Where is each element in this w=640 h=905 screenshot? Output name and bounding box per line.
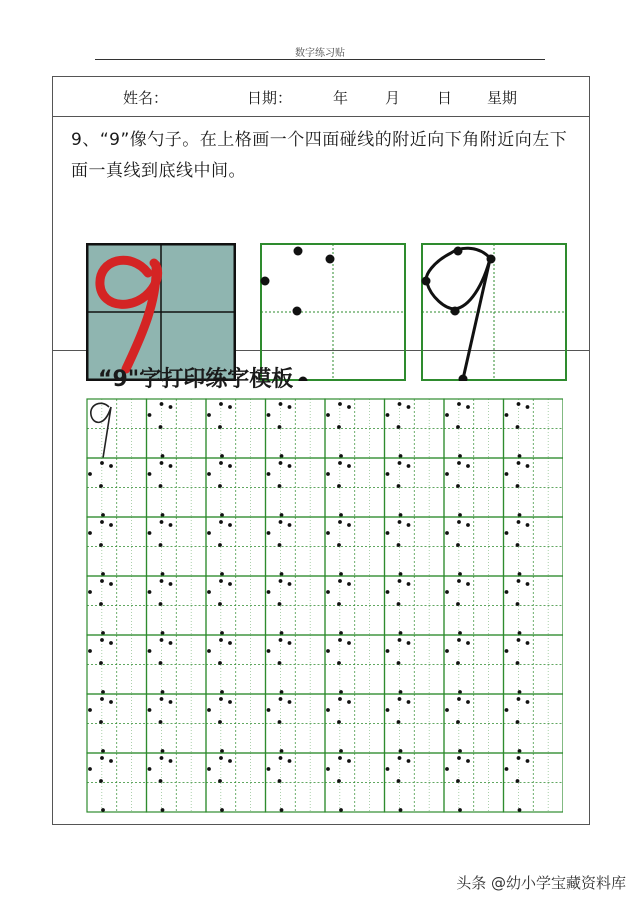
guide-dot	[160, 461, 164, 465]
guide-dot	[516, 484, 520, 488]
guide-dot	[458, 749, 462, 753]
guide-dot	[505, 413, 509, 417]
guide-dot	[326, 767, 330, 771]
guide-dot	[347, 759, 351, 763]
guide-dot	[407, 641, 411, 645]
guide-dot	[326, 472, 330, 476]
guide-dot	[445, 413, 449, 417]
guide-dot	[169, 405, 173, 409]
guide-dot	[88, 590, 92, 594]
guide-dot	[161, 454, 165, 458]
guide-dot	[326, 413, 330, 417]
guide-dot	[280, 749, 284, 753]
guide-dot	[160, 697, 164, 701]
guide-dot	[279, 520, 283, 524]
guide-dot	[267, 767, 271, 771]
guide-dot	[278, 425, 282, 429]
guide-dot	[228, 759, 232, 763]
guide-dot	[326, 531, 330, 535]
student-info-row	[53, 77, 589, 117]
guide-dot	[505, 590, 509, 594]
guide-dot	[267, 590, 271, 594]
guide-dot	[505, 708, 509, 712]
guide-dot	[288, 582, 292, 586]
guide-dot	[218, 661, 222, 665]
guide-dot	[161, 631, 165, 635]
guide-dot	[407, 405, 411, 409]
guide-dot	[466, 700, 470, 704]
guide-dot	[169, 641, 173, 645]
guide-dot	[100, 756, 104, 760]
worksheet	[52, 76, 590, 825]
guide-dot	[279, 756, 283, 760]
guide-dot	[407, 582, 411, 586]
guide-dot	[518, 749, 522, 753]
guide-dot	[458, 572, 462, 576]
guide-dot	[398, 697, 402, 701]
guide-dot	[228, 700, 232, 704]
guide-dot	[109, 464, 113, 468]
guide-dot	[398, 579, 402, 583]
guide-dot	[109, 700, 113, 704]
guide-dot	[220, 808, 224, 812]
guide-dot	[288, 464, 292, 468]
guide-dot	[219, 579, 223, 583]
guide-dot	[169, 759, 173, 763]
guide-dot	[397, 484, 401, 488]
guide-dot	[407, 464, 411, 468]
guide-dot	[220, 690, 224, 694]
guide-dot	[399, 808, 403, 812]
guide-dot	[169, 464, 173, 468]
guide-dot	[456, 720, 460, 724]
guide-dot	[88, 767, 92, 771]
guide-dot	[100, 638, 104, 642]
guide-dot	[109, 582, 113, 586]
guide-dot	[337, 720, 341, 724]
guide-dot	[339, 749, 343, 753]
guide-dot	[399, 749, 403, 753]
guide-dot	[207, 531, 211, 535]
guide-dot	[457, 520, 461, 524]
guide-dot	[445, 767, 449, 771]
guide-dot	[207, 649, 211, 653]
guide-dot	[218, 602, 222, 606]
guide-dot	[219, 638, 223, 642]
guide-dot	[458, 454, 462, 458]
guide-dot	[99, 602, 103, 606]
guide-dot	[159, 602, 163, 606]
guide-dot	[517, 402, 521, 406]
guide-dot	[516, 602, 520, 606]
guide-dot	[407, 523, 411, 527]
guide-dot	[347, 641, 351, 645]
guide-dot	[267, 413, 271, 417]
guide-dot	[337, 661, 341, 665]
demo-outlined-nine	[421, 243, 571, 381]
guide-dot	[280, 513, 284, 517]
guide-dot	[219, 402, 223, 406]
guide-dot	[101, 808, 105, 812]
guide-dot	[399, 454, 403, 458]
guide-dot	[456, 779, 460, 783]
guide-dot	[386, 472, 390, 476]
name-label: 姓名：	[123, 89, 169, 107]
guide-dot	[505, 472, 509, 476]
guide-dot	[347, 405, 351, 409]
guide-dot	[397, 425, 401, 429]
guide-dot	[399, 513, 403, 517]
guide-dot	[458, 513, 462, 517]
guide-dot	[518, 808, 522, 812]
guide-dot	[516, 779, 520, 783]
guide-dot	[458, 808, 462, 812]
guide-dot	[169, 523, 173, 527]
demo-red-nine	[86, 243, 236, 381]
guide-dot	[278, 779, 282, 783]
guide-dot	[148, 472, 152, 476]
guide-dot	[99, 720, 103, 724]
guide-dot	[88, 472, 92, 476]
guide-dot	[159, 543, 163, 547]
guide-dot	[386, 649, 390, 653]
guide-dot	[279, 579, 283, 583]
guide-dot	[337, 425, 341, 429]
guide-dot	[219, 756, 223, 760]
guide-dot	[505, 531, 509, 535]
guide-dot	[169, 582, 173, 586]
guide-dot	[220, 513, 224, 517]
guide-dot	[169, 700, 173, 704]
guide-dot	[100, 461, 104, 465]
guide-dot	[220, 572, 224, 576]
guide-dot	[228, 464, 232, 468]
guide-dot	[456, 484, 460, 488]
guide-dot	[526, 582, 530, 586]
guide-dot	[505, 649, 509, 653]
guide-dot	[339, 513, 343, 517]
guide-dot	[101, 690, 105, 694]
guide-dot	[278, 484, 282, 488]
guide-dot	[337, 779, 341, 783]
guide-dot	[337, 484, 341, 488]
guide-dot	[338, 638, 342, 642]
guide-dot	[398, 402, 402, 406]
guide-dot	[88, 531, 92, 535]
guide-dot	[386, 767, 390, 771]
guide-dot	[280, 690, 284, 694]
guide-dot	[445, 590, 449, 594]
guide-dot	[267, 472, 271, 476]
guide-dot	[218, 484, 222, 488]
guide-dot	[159, 425, 163, 429]
guide-dot	[220, 454, 224, 458]
guide-dot	[207, 708, 211, 712]
guide-dot	[159, 661, 163, 665]
guide-dot	[160, 579, 164, 583]
guide-dot	[466, 582, 470, 586]
guide-dot	[526, 759, 530, 763]
guide-dot	[386, 531, 390, 535]
guide-dot	[160, 402, 164, 406]
guide-dot	[516, 720, 520, 724]
guide-dot	[207, 472, 211, 476]
guide-dot	[399, 631, 403, 635]
guide-dot	[458, 631, 462, 635]
guide-dot	[398, 520, 402, 524]
guide-dot	[100, 697, 104, 701]
guide-dot	[466, 523, 470, 527]
instruction-section	[53, 117, 589, 351]
guide-dot	[148, 649, 152, 653]
guide-dot	[219, 697, 223, 701]
guide-dot	[347, 700, 351, 704]
guide-dot	[337, 602, 341, 606]
guide-dot	[347, 523, 351, 527]
demo-dot-guide	[260, 243, 410, 381]
guide-dot	[207, 413, 211, 417]
guide-dot	[407, 759, 411, 763]
guide-dot	[397, 602, 401, 606]
guide-dot	[517, 461, 521, 465]
guide-dot	[279, 461, 283, 465]
guide-dot	[398, 461, 402, 465]
weekday-label: 星期	[487, 89, 518, 107]
guide-dot	[445, 649, 449, 653]
guide-dot	[347, 464, 351, 468]
guide-dot	[207, 767, 211, 771]
guide-dot	[526, 523, 530, 527]
guide-dot	[338, 579, 342, 583]
guide-dot	[386, 708, 390, 712]
guide-dot	[228, 405, 232, 409]
guide-dot	[457, 756, 461, 760]
guide-dot	[456, 661, 460, 665]
guide-dot	[526, 464, 530, 468]
guide-dot	[267, 531, 271, 535]
guide-dot	[338, 402, 342, 406]
instruction-text: 9、“9”像勺子。在上格画一个四面碰线的附近向下角附近向左下面一真线到底线中间。	[71, 130, 568, 181]
day-label: 日	[437, 89, 453, 107]
guide-dot	[218, 720, 222, 724]
guide-dot	[278, 720, 282, 724]
guide-dot	[397, 661, 401, 665]
guide-dot	[326, 590, 330, 594]
guide-dot	[339, 690, 343, 694]
guide-dot	[517, 638, 521, 642]
guide-dot	[407, 700, 411, 704]
guide-dot	[456, 425, 460, 429]
guide-dot	[278, 543, 282, 547]
guide-dot	[99, 661, 103, 665]
year-label: 年	[333, 89, 349, 107]
guide-dot	[347, 582, 351, 586]
guide-dot	[457, 579, 461, 583]
guide-dot	[99, 484, 103, 488]
guide-dot	[219, 520, 223, 524]
guide-dot	[456, 602, 460, 606]
guide-dot	[279, 697, 283, 701]
guide-dot	[445, 708, 449, 712]
guide-dot	[386, 413, 390, 417]
guide-dot	[101, 513, 105, 517]
guide-dot	[517, 697, 521, 701]
guide-dot	[516, 543, 520, 547]
guide-dot	[397, 779, 401, 783]
guide-dot	[159, 779, 163, 783]
guide-dot	[109, 641, 113, 645]
guide-dot	[148, 590, 152, 594]
guide-dot	[457, 461, 461, 465]
guide-dot	[397, 720, 401, 724]
guide-dot	[466, 405, 470, 409]
guide-dot	[339, 572, 343, 576]
guide-dot	[288, 700, 292, 704]
guide-dot	[160, 520, 164, 524]
guide-dot	[456, 543, 460, 547]
guide-dot	[518, 513, 522, 517]
guide-dot	[148, 413, 152, 417]
guide-dot	[288, 759, 292, 763]
guide-dot	[219, 461, 223, 465]
guide-dot	[338, 461, 342, 465]
guide-dot	[398, 638, 402, 642]
guide-dot	[278, 661, 282, 665]
guide-dot	[228, 641, 232, 645]
guide-dot	[288, 405, 292, 409]
guide-dot	[100, 579, 104, 583]
guide-dot	[279, 402, 283, 406]
guide-dot	[88, 708, 92, 712]
guide-dot	[109, 523, 113, 527]
guide-dot	[101, 631, 105, 635]
guide-dot	[267, 649, 271, 653]
guide-dot	[398, 756, 402, 760]
guide-dot	[457, 697, 461, 701]
guide-dot	[338, 756, 342, 760]
guide-dot	[466, 641, 470, 645]
guide-dot	[466, 464, 470, 468]
guide-dot	[445, 472, 449, 476]
guide-dot	[397, 543, 401, 547]
guide-dot	[386, 590, 390, 594]
header-rule	[95, 59, 545, 60]
guide-dot	[526, 641, 530, 645]
guide-dot	[399, 690, 403, 694]
guide-dot	[99, 779, 103, 783]
guide-dot	[326, 649, 330, 653]
guide-dot	[280, 454, 284, 458]
guide-dot	[445, 531, 449, 535]
guide-dot	[109, 759, 113, 763]
guide-dot	[337, 543, 341, 547]
guide-dot	[339, 808, 343, 812]
guide-dot	[218, 543, 222, 547]
guide-dot	[338, 520, 342, 524]
guide-dot	[280, 808, 284, 812]
guide-dot	[339, 631, 343, 635]
guide-dot	[517, 520, 521, 524]
guide-dot	[101, 749, 105, 753]
guide-dot	[518, 454, 522, 458]
guide-dot	[220, 631, 224, 635]
footer-watermark: 头条 @幼小学宝藏资料库	[456, 874, 626, 892]
guide-dot	[88, 649, 92, 653]
guide-dot	[161, 572, 165, 576]
guide-dot	[505, 767, 509, 771]
guide-dot	[220, 749, 224, 753]
guide-dot	[101, 572, 105, 576]
guide-dot	[100, 520, 104, 524]
guide-dot	[99, 543, 103, 547]
guide-dot	[148, 531, 152, 535]
guide-dot	[218, 779, 222, 783]
guide-dot	[279, 638, 283, 642]
guide-dot	[148, 708, 152, 712]
guide-dot	[280, 631, 284, 635]
guide-dot	[288, 523, 292, 527]
guide-dot	[399, 572, 403, 576]
guide-dot	[457, 402, 461, 406]
guide-dot	[516, 425, 520, 429]
guide-dot	[218, 425, 222, 429]
guide-dot	[161, 513, 165, 517]
guide-dot	[458, 690, 462, 694]
template-title: “9"字打印练字模板	[98, 367, 294, 392]
guide-dot	[280, 572, 284, 576]
guide-dot	[148, 767, 152, 771]
guide-dot	[457, 638, 461, 642]
guide-dot	[288, 641, 292, 645]
guide-dot	[278, 602, 282, 606]
guide-dot	[516, 661, 520, 665]
guide-dot	[526, 405, 530, 409]
guide-dot	[518, 572, 522, 576]
guide-dot	[466, 759, 470, 763]
guide-dot	[159, 484, 163, 488]
guide-dot	[161, 808, 165, 812]
guide-dot	[517, 756, 521, 760]
guide-dot	[160, 638, 164, 642]
guide-dot	[160, 756, 164, 760]
guide-dot	[228, 523, 232, 527]
date-label: 日期：	[247, 89, 293, 107]
guide-dot	[161, 690, 165, 694]
guide-dot	[267, 708, 271, 712]
practice-grid	[83, 397, 563, 817]
guide-dot	[228, 582, 232, 586]
guide-dot	[338, 697, 342, 701]
guide-dot	[526, 700, 530, 704]
document-header-title: 数字练习贴	[295, 48, 345, 59]
guide-dot	[339, 454, 343, 458]
guide-dot	[518, 690, 522, 694]
traced-nine	[91, 403, 111, 458]
guide-dot	[517, 579, 521, 583]
guide-dot	[518, 631, 522, 635]
guide-dot	[161, 749, 165, 753]
guide-dot	[159, 720, 163, 724]
month-label: 月	[385, 89, 401, 107]
guide-dot	[207, 590, 211, 594]
guide-dot	[326, 708, 330, 712]
